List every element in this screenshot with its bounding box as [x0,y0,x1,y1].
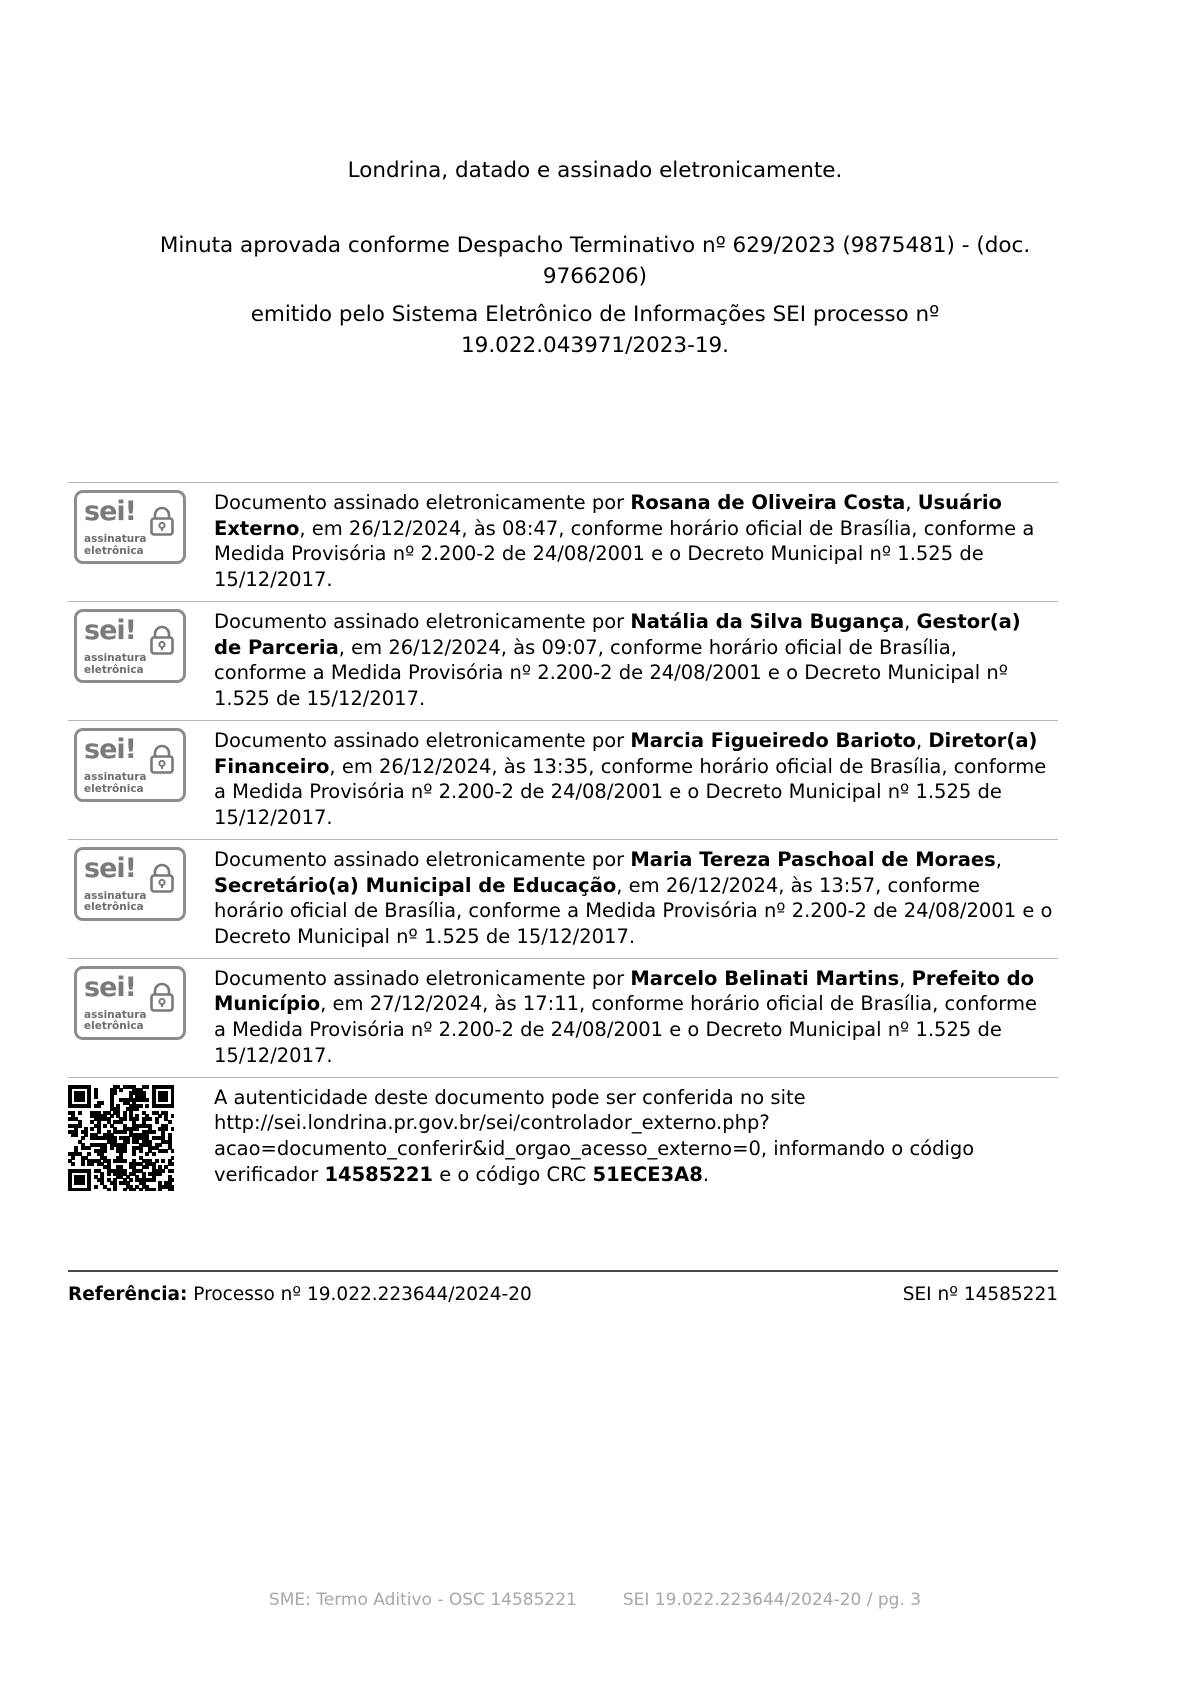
signature-stamp-cell [68,601,210,720]
signature-row [68,839,1058,958]
authenticity-part-1: A autenticidade deste documento pode ser conferida no site http://sei.londrina.pr.gov.br/sei/controlador_externo.php?acao=documento_conferir&id_orgao_acesso_externo=0, informando o código verificador [214,1085,975,1186]
signature-text [210,483,1058,602]
signature-text [210,958,1058,1077]
signature-stamp-cell [68,720,210,839]
sei-stamp-caption-line-2: eletrônica [84,663,144,676]
signature-row [68,601,1058,720]
intro-line-1: Londrina, datado e assinado eletronicamente. [347,158,843,183]
intro-line-5: 19.022.043971/2023-19. [460,332,730,358]
sei-signature-stamp [74,966,186,1040]
sei-stamp-caption [84,1010,147,1033]
signature-stamp-cell [68,483,210,602]
signer-role: Usuário Externo [214,491,1002,540]
sei-signature-stamp [74,728,186,802]
sei-stamp-caption-line-2: eletrônica [84,544,144,557]
sei-stamp-caption-line-1: assinatura [84,652,147,665]
signer-name: Rosana de Oliveira Costa [630,491,906,514]
reference-value: Processo nº 19.022.223644/2024-20 [187,1284,532,1305]
signature-text [210,601,1058,720]
signer-name: Maria Tereza Paschoal de Moraes [630,847,996,871]
reference-label: Referência: [68,1284,188,1305]
signature-suffix: , em 26/12/2024, às 13:57, conforme horário oficial de Brasília, conforme a Medida Provisória nº 2.200-2 de 24/08/2001 e o Decreto Municipal nº 1.525 de 15/12/2017. [214,873,1053,949]
signature-prefix: Documento assinado eletronicamente por [214,491,631,514]
signature-prefix: Documento assinado eletronicamente por [214,966,631,990]
sei-stamp-caption [84,653,147,676]
padlock-icon [149,863,175,893]
sei-stamp-caption-line-1: assinatura [84,1009,147,1022]
intro-block [68,155,1122,361]
signer-role: Prefeito do Município [214,966,1035,1016]
reference-process [68,1284,532,1305]
sei-stamp-caption [84,772,147,795]
sei-stamp-caption-line-1: assinatura [84,533,147,546]
codigo-crc: 51ECE3A8 [592,1162,703,1186]
signature-text [210,720,1058,839]
page-footer-right: SEI 19.022.223644/2024-20 / pg. 3 [622,1590,922,1610]
intro-line-4: emitido pelo Sistema Eletrônico de Informações SEI processo nº [250,301,940,327]
signature-text [210,839,1058,958]
signature-separator: , [995,847,1002,871]
padlock-icon [149,982,175,1012]
sei-stamp-caption-line-1: assinatura [84,890,147,903]
signer-role: Gestor(a) de Parceria [214,609,1021,659]
codigo-verificador: 14585221 [324,1162,433,1186]
page-footer [0,1590,1190,1610]
signer-role: Diretor(a) Financeiro [214,728,1038,778]
reference-sei-number: SEI nº 14585221 [902,1284,1058,1305]
sei-stamp-caption-line-2: eletrônica [84,1020,144,1033]
signer-name: Marcelo Belinati Martins [630,966,900,990]
sei-signature-stamp [74,847,186,921]
signature-suffix: , em 26/12/2024, às 09:07, conforme horário oficial de Brasília, conforme a Medida Provisória nº 2.200-2 de 24/08/2001 e o Decreto Municipal nº 1.525 de 15/12/2017. [214,635,1008,711]
signature-stamp-cell [68,839,210,958]
signature-separator: , [915,728,929,752]
sei-stamp-caption-line-2: eletrônica [84,901,144,914]
sei-stamp-caption [84,891,147,914]
sei-stamp-caption [84,534,147,557]
sei-signature-stamp [74,490,186,564]
sei-stamp-caption-line-1: assinatura [84,771,147,784]
padlock-icon [149,625,175,655]
authenticity-row [68,1077,1058,1199]
authenticity-text [210,1077,1058,1199]
signature-suffix: , em 26/12/2024, às 08:47, conforme horário oficial de Brasília, conforme a Medida Provisória nº 2.200-2 de 24/08/2001 e o Decreto Municipal nº 1.525 de 15/12/2017. [214,516,1035,592]
signer-name: Natália da Silva Bugança [630,609,905,633]
page-footer-left: SME: Termo Aditivo - OSC 14585221 [268,1590,577,1610]
padlock-icon [149,506,175,536]
qr-cell [68,1077,210,1199]
signature-table [68,482,1058,1199]
intro-line-2: Minuta aprovada conforme Despacho Terminativo nº 629/2023 (9875481) - (doc. [159,233,1031,259]
signature-suffix: , em 26/12/2024, às 13:35, conforme horário oficial de Brasília, conforme a Medida Provisória nº 2.200-2 de 24/08/2001 e o Decreto Municipal nº 1.525 de 15/12/2017. [214,754,1047,830]
signer-name: Marcia Figueiredo Barioto [630,728,916,752]
sei-wordmark: sei! [84,971,136,1003]
signature-row [68,720,1058,839]
qr-code-icon [68,1085,174,1191]
signer-role: Secretário(a) Municipal de Educação [214,873,617,897]
sei-signature-stamp [74,609,186,683]
authenticity-part-3: . [702,1162,710,1186]
signature-separator: , [904,609,917,633]
signature-prefix: Documento assinado eletronicamente por [214,609,631,633]
signature-stamp-cell [68,958,210,1077]
sei-wordmark: sei! [84,614,136,646]
signature-suffix: , em 27/12/2024, às 17:11, conforme horário oficial de Brasília, conforme a Medida Provisória nº 2.200-2 de 24/08/2001 e o Decreto Municipal nº 1.525 de 15/12/2017. [214,992,1037,1067]
sei-wordmark: sei! [84,496,136,527]
signature-row [68,483,1058,602]
signature-prefix: Documento assinado eletronicamente por [214,728,631,752]
signature-separator: , [899,966,912,990]
reference-divider [68,1270,1058,1272]
sei-stamp-caption-line-2: eletrônica [84,782,144,795]
intro-line-3: 9766206) [542,264,648,290]
signature-separator: , [905,491,918,514]
reference-row [68,1284,1058,1305]
signature-prefix: Documento assinado eletronicamente por [214,847,631,871]
padlock-icon [149,744,175,774]
authenticity-part-2: e o código CRC [433,1162,593,1186]
sei-wordmark: sei! [84,852,136,884]
sei-wordmark: sei! [84,733,136,765]
signature-row [68,958,1058,1077]
